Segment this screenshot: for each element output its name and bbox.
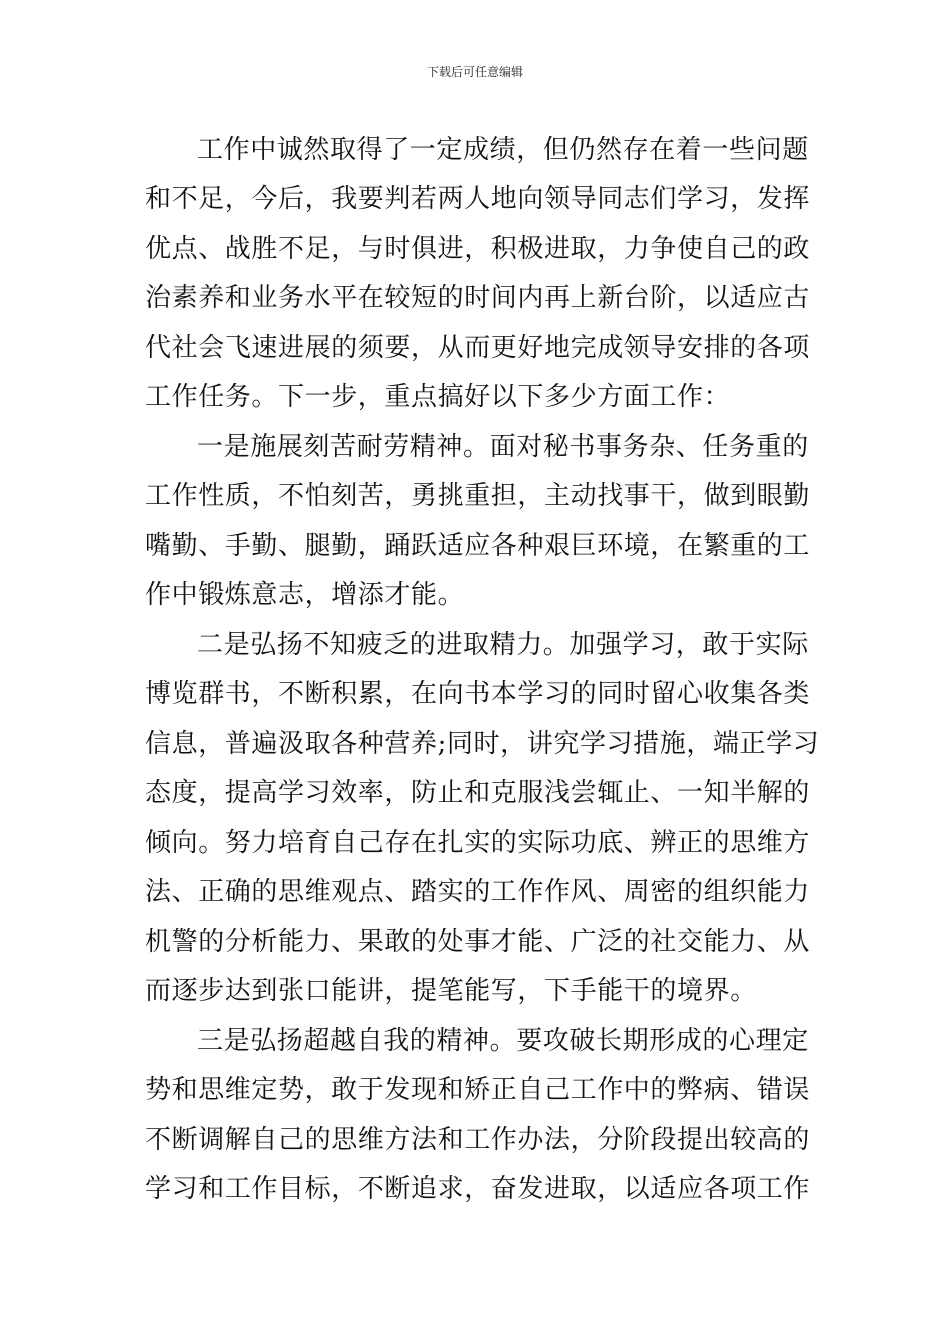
text-line: 优点、战胜不足，与时俱进，积极进取，力争使自己的政 [145,234,811,264]
text-line: 治素养和业务水平在较短的时间内再上新台阶，以适应古 [145,283,811,313]
text-line: 工作中诚然取得了一定成绩，但仍然存在着一些问题 [197,135,809,165]
text-line: 作中锻炼意志，增添才能。 [145,580,465,610]
text-line: 机警的分析能力、果敢的处事才能、广泛的社交能力、从 [145,927,811,957]
text-line: 工作性质，不怕刻苦，勇挑重担，主动找事干，做到眼勤 [145,481,811,511]
text-line: 二是弘扬不知疲乏的进取精力。加强学习，敢于实际 [197,630,809,660]
text-line: 势和思维定势，敢于发现和矫正自己工作中的弊病、错误 [145,1075,811,1105]
page-header: 下载后可任意编辑 [426,65,523,79]
text-line: 而逐步达到张口能讲，提笔能写，下手能干的境界。 [145,976,757,1006]
text-line: 倾向。努力培育自己存在扎实的实际功底、辨正的思维方 [145,828,811,858]
text-line: 博览群书，不断积累，在向书本学习的同时留心收集各类 [145,679,811,709]
text-line: 信息，普遍汲取各种营养;同时，讲究学习措施，端正学习 [145,729,820,759]
text-line: 不断调解自己的思维方法和工作办法，分阶段提出较高的 [145,1125,811,1155]
text-line: 代社会飞速进展的须要，从而更好地完成领导安排的各项 [145,333,811,363]
text-line: 一是施展刻苦耐劳精神。面对秘书事务杂、任务重的 [197,432,809,462]
text-line: 嘴勤、手勤、腿勤，踊跃适应各种艰巨环境，在繁重的工 [145,531,811,561]
text-line: 工作任务。下一步，重点搞好以下多少方面工作： [145,382,731,412]
text-line: 学习和工作目标，不断追求，奋发进取，以适应各项工作 [145,1174,811,1204]
text-line: 法、正确的思维观点、踏实的工作作风、周密的组织能力 [145,877,811,907]
text-line: 和不足，今后，我要判若两人地向领导同志们学习，发挥 [145,184,811,214]
text-line: 态度，提高学习效率，防止和克服浅尝辄止、一知半解的 [145,778,811,808]
text-line: 三是弘扬超越自我的精神。要攻破长期形成的心理定 [197,1026,809,1056]
